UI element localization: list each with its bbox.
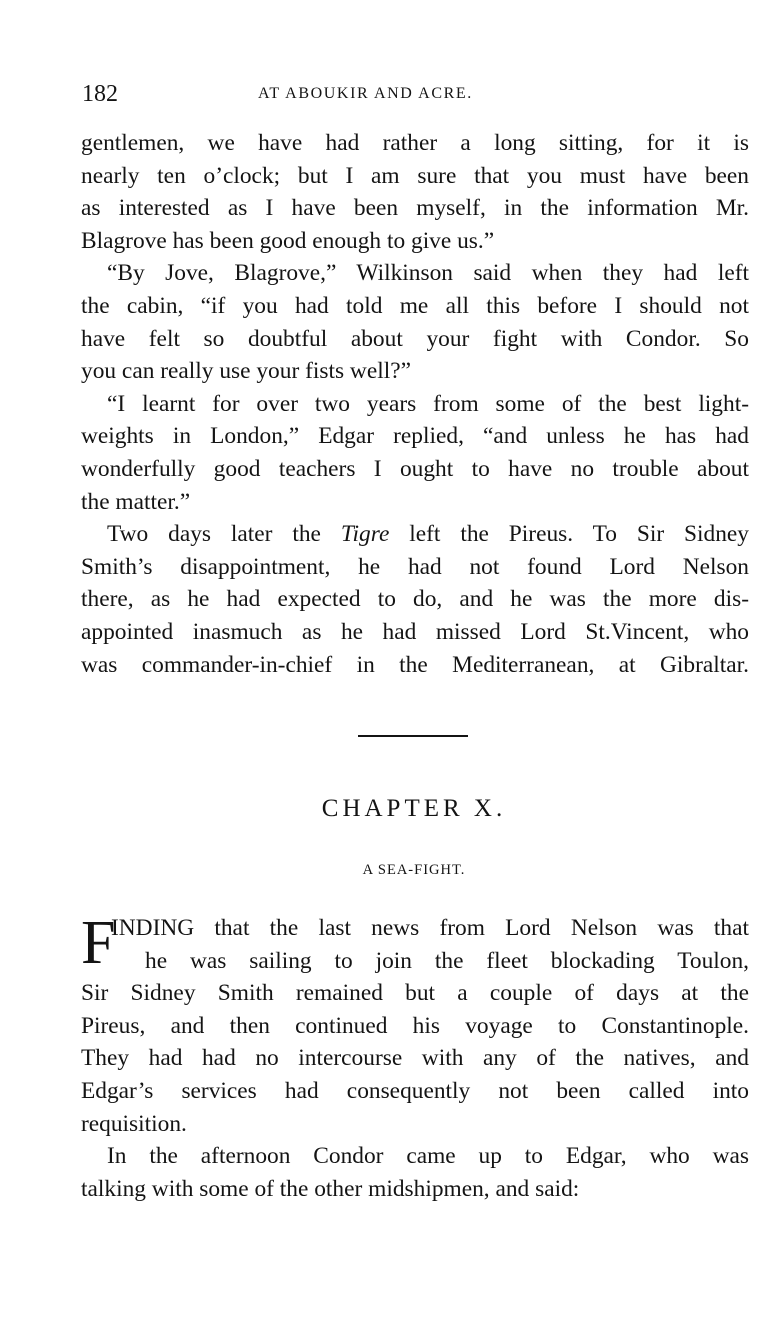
ship-name: Tigre <box>340 521 390 548</box>
text-block-bottom <box>81 909 749 1205</box>
text-line: gentlemen, we have had rather a long sitting, for it is <box>81 130 749 156</box>
chapter-title: CHAPTER X. <box>321 795 507 822</box>
paragraph <box>81 388 749 518</box>
running-head: AT ABOUKIR AND ACRE. <box>258 85 473 102</box>
page-number: 182 <box>82 81 118 107</box>
drop-cap: F <box>81 909 116 977</box>
text-line: the matter.” <box>81 488 191 515</box>
text-line <box>81 518 749 551</box>
text-line: weights in London,” Edgar replied, “and unless he has had <box>81 423 749 450</box>
text-line: “By Jove, Blagrove,” Wilkinson said when they had left <box>107 260 749 287</box>
text-line: They had had no intercourse with any of the natives, and <box>81 1045 749 1072</box>
text-line: Blagrove has been good enough to give us.” <box>81 227 495 254</box>
paragraph <box>81 127 749 257</box>
text-line: there, as he had expected to do, and he was the more dis- <box>81 586 749 613</box>
text-line: “I learnt for over two years from some of the best light- <box>107 390 749 417</box>
paragraph <box>81 257 749 387</box>
page-header <box>82 80 750 108</box>
text-line: was commander-in-chief in the Mediterranean, at Gibraltar. <box>81 651 749 678</box>
text-line: requisition. <box>81 1110 187 1137</box>
text-line: Smith’s disappointment, he had not found Lord Nelson <box>81 553 749 580</box>
text-line: talking with some of the other midshipmen, and said: <box>81 1175 580 1202</box>
text-block-top <box>81 127 749 681</box>
text-line: INDING that the last news from Lord Nelson was that <box>111 915 749 941</box>
text-line: Pireus, and then continued his voyage to Constantinople. <box>81 1012 749 1039</box>
chapter-subtitle: A SEA-FIGHT. <box>362 862 466 878</box>
text-line: Edgar’s services had consequently not been called into <box>81 1077 749 1104</box>
section-divider <box>358 735 468 737</box>
paragraph <box>81 518 749 681</box>
text-line: nearly ten o’clock; but I am sure that you must have been <box>81 162 749 189</box>
text-run: Two days later the <box>107 521 341 548</box>
text-line: wonderfully good teachers I ought to have no trouble about <box>81 455 749 482</box>
text-line: appointed inasmuch as he had missed Lord St.Vincent, who <box>81 618 749 645</box>
text-line: Sir Sidney Smith remained but a couple of days at the <box>81 980 749 1007</box>
text-line: have felt so doubtful about your fight with Condor. So <box>81 325 749 352</box>
text-run: left the Pireus. To Sir Sidney <box>389 521 749 548</box>
text-line: the cabin, “if you had told me all this before I should not <box>81 292 749 319</box>
text-line: you can really use your fists well?” <box>81 358 411 385</box>
text-line: In the afternoon Condor came up to Edgar, who was <box>107 1143 749 1170</box>
text-line: as interested as I have been myself, in the information Mr. <box>81 195 749 222</box>
text-line: he was sailing to join the fleet blockading Toulon, <box>145 947 749 974</box>
